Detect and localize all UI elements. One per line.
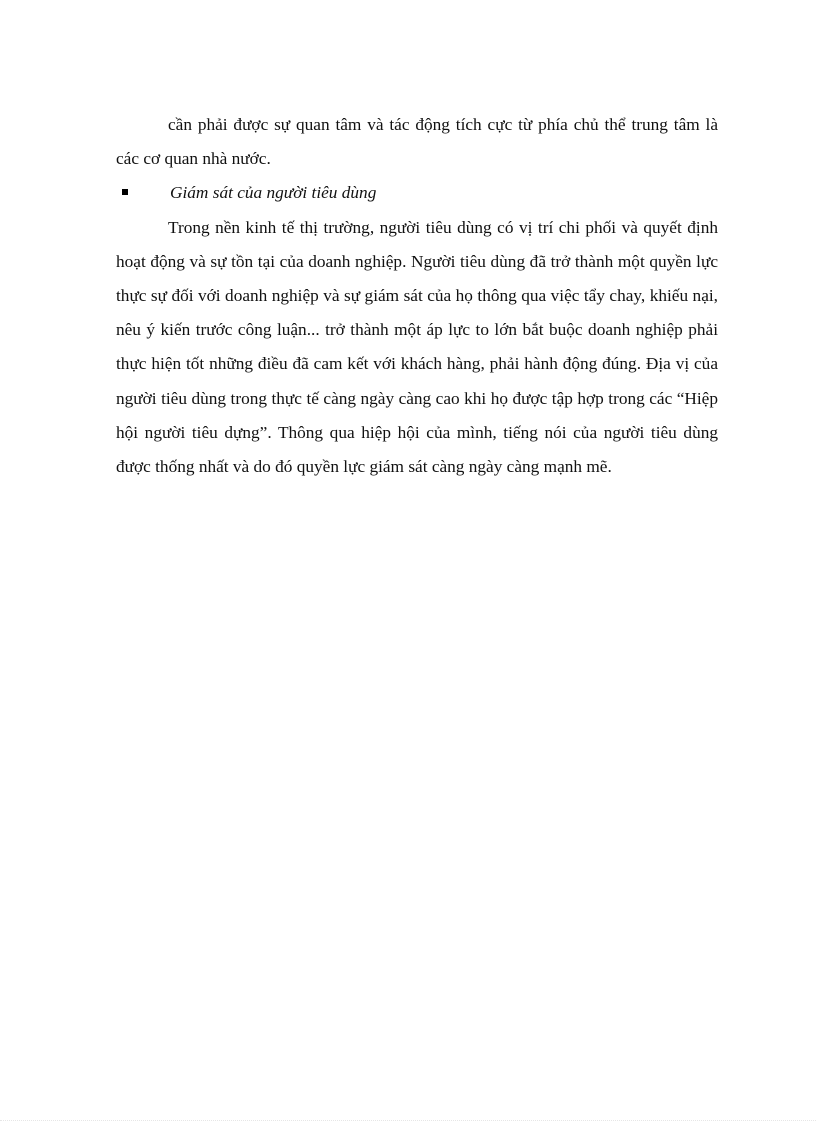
page-content xyxy=(116,108,718,484)
page-bottom-divider xyxy=(0,1120,816,1121)
bullet-heading: Giám sát của người tiêu dùng xyxy=(170,183,377,203)
paragraph-consumer-supervision: Trong nền kinh tế thị trường, người tiêu dùng có vị trí chi phối và quyết định hoạt động và sự tồn tại của doanh nghiệp. Người tiêu dùng đã trở thành một quyền lực thực sự đối với doanh nghiệp và sự giám sát của họ thông qua việc tẩy chay, khiếu nại, nêu ý kiến trước công luận... trở thành một áp lực to lớn bắt buộc doanh nghiệp phải thực hiện tốt những điều đã cam kết với khách hàng, phải hành động đúng. Địa vị của người tiêu dùng trong thực tế càng ngày càng cao khi họ được tập hợp trong các “Hiệp hội người tiêu dựng”. Thông qua hiệp hội của mình, tiếng nói của người tiêu dùng được thống nhất và do đó quyền lực giám sát càng ngày càng mạnh mẽ. xyxy=(116,217,718,477)
square-bullet-icon xyxy=(122,189,128,195)
bullet-item xyxy=(116,176,718,210)
paragraph-continuation: cần phải được sự quan tâm và tác động tích cực từ phía chủ thể trung tâm là các cơ quan nhà nước. xyxy=(116,115,718,169)
